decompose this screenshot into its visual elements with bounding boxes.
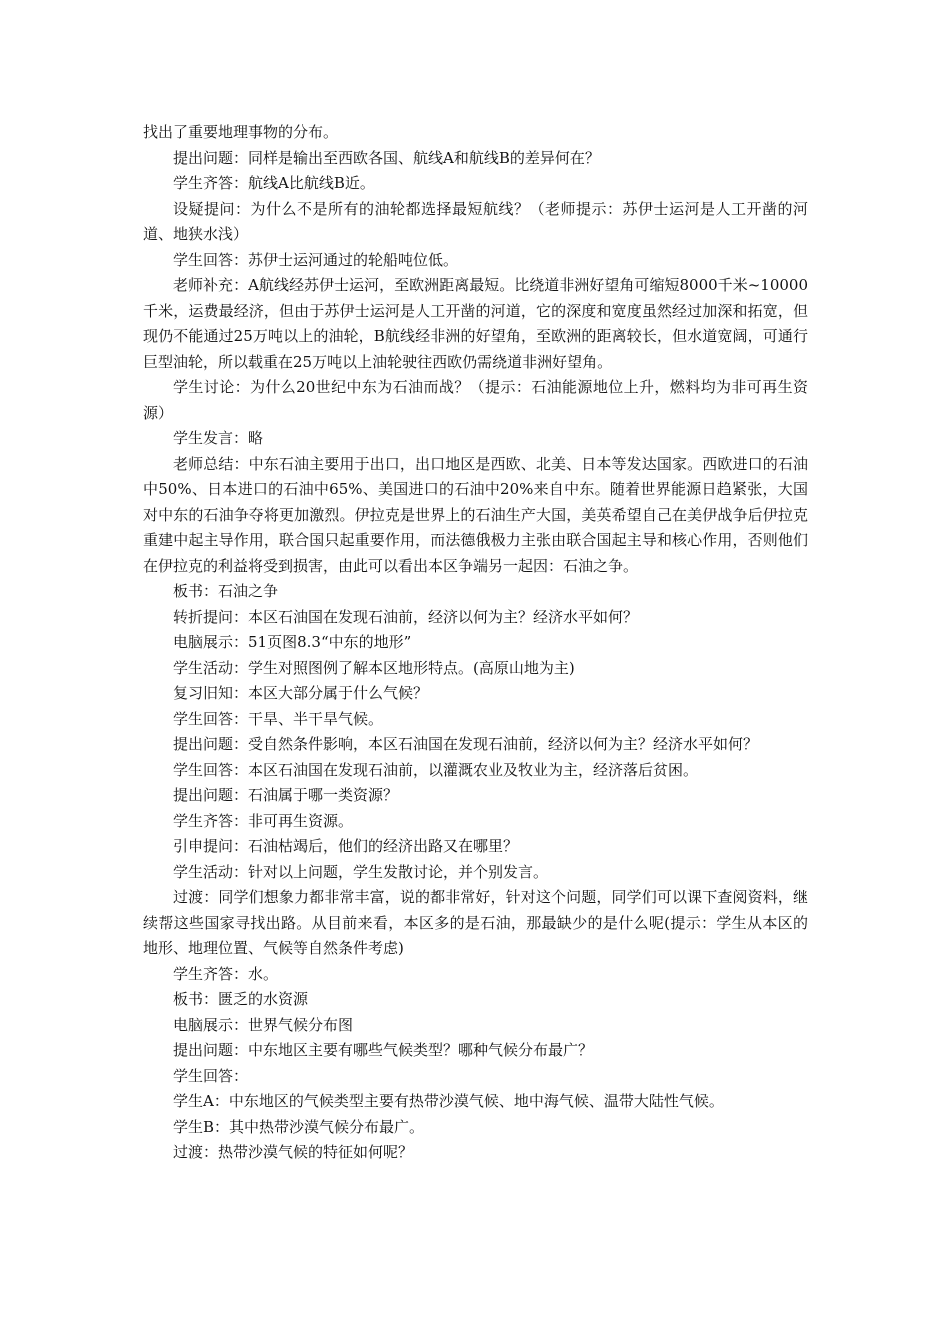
paragraph-question: 提出问题：中东地区主要有哪些气候类型？哪种气候分布最广？ [173,1041,594,1059]
paragraph-teacher-supplement: 老师补充：A航线经苏伊士运河，至欧洲距离最短。比绕道非洲好望角可缩短8000千米~10000千米，运费最经济，但由于苏伊士运河是人工开凿的河道，它的深度和宽度虽然经过加深和拓宽，但现仍不能通过25万吨以上的油轮，B航线经非洲的好望角，至欧洲的距离较长，但水道宽阔，可通行巨型油轮，所以载重在25万吨以上油轮驶往西欧仍需绕道非洲好望角。 [143,276,808,371]
paragraph-board-note: 板书：石油之争 [173,582,279,600]
paragraph-answer: 学生齐答：非可再生资源。 [173,811,354,830]
paragraph-transition: 过渡：热带沙漠气候的特征如何呢？ [173,1143,414,1161]
paragraph-activity: 学生活动：学生对照图例了解本区地形特点。(高原山地为主) [173,658,575,677]
paragraph-question: 提出问题：同样是输出至西欧各国、航线A和航线B的差异何在？ [173,148,600,167]
paragraph-teacher-summary: 老师总结：中东石油主要用于出口，出口地区是西欧、北美、日本等发达国家。西欧进口的石油中50%、日本进口的石油中65%、美国进口的石油中20%来自中东。随着世界能源日趋紧张，大国对中东的石油争夺将更加激烈。伊拉克是世界上的石油生产大国，美英希望自己在美伊战争后伊拉克重建中起主导作用，联合国只起重要作用，而法德俄极力主张由联合国起主导和核心作用，否则他们在伊拉克的利益将受到损害，由此可以看出本区争端另一起因：石油之争。 [143,454,808,575]
paragraph-question: 提出问题：受自然条件影响，本区石油国在发现石油前，经济以何为主？经济水平如何？ [173,735,759,753]
paragraph-answer: 学生齐答：航线A比航线B近。 [173,174,375,192]
paragraph-answer: 学生回答：苏伊士运河通过的轮船吨位低。 [173,250,459,269]
paragraph-question: 设疑提问：为什么不是所有的油轮都选择最短航线？（老师提示：苏伊士运河是人工开凿的河道、地狭水浅） [143,199,808,243]
paragraph-student-a: 学生A：中东地区的气候类型主要有热带沙漠气候、地中海气候、温带大陆性气候。 [173,1092,724,1110]
paragraph-question: 提出问题：石油属于哪一类资源？ [173,786,399,804]
paragraph-transition: 过渡：同学们想象力都非常丰富，说的都非常好，针对这个问题，同学们可以课下查阅资料，继续帮这些国家寻找出路。从目前来看，本区多的是石油，那最缺少的是什么呢(提示：学生从本区的地形、地理位置、气候等自然条件考虑) [143,888,808,957]
paragraph-activity: 学生活动：针对以上问题，学生发散讨论，并个别发言。 [173,862,549,881]
paragraph-display: 电脑展示：世界气候分布图 [173,1015,354,1034]
paragraph-board-note: 板书：匮乏的水资源 [173,990,309,1008]
document-page [143,120,808,1166]
paragraph-answer: 学生回答：本区石油国在发现石油前，以灌溉农业及牧业为主，经济落后贫困。 [173,760,699,779]
paragraph-question: 引申提问：石油枯竭后，他们的经济出路又在哪里？ [173,837,519,855]
paragraph-question: 转折提问：本区石油国在发现石油前，经济以何为主？经济水平如何？ [173,607,639,626]
paragraph-answer: 学生回答： [173,1066,249,1085]
paragraph-answer: 学生齐答：水。 [173,964,279,983]
paragraph-display: 电脑展示：51页图8.3“中东的地形” [173,633,412,651]
paragraph-review: 复习旧知：本区大部分属于什么气候？ [173,684,429,702]
paragraph-answer: 学生发言：略 [173,429,264,447]
paragraph-continuation: 找出了重要地理事物的分布。 [143,123,339,141]
paragraph-student-b: 学生B：其中热带沙漠气候分布最广。 [173,1117,425,1136]
paragraph-answer: 学生回答：干旱、半干旱气候。 [173,709,384,728]
paragraph-discussion: 学生讨论：为什么20世纪中东为石油而战？（提示：石油能源地位上升，燃料均为非可再生资源） [143,378,808,422]
